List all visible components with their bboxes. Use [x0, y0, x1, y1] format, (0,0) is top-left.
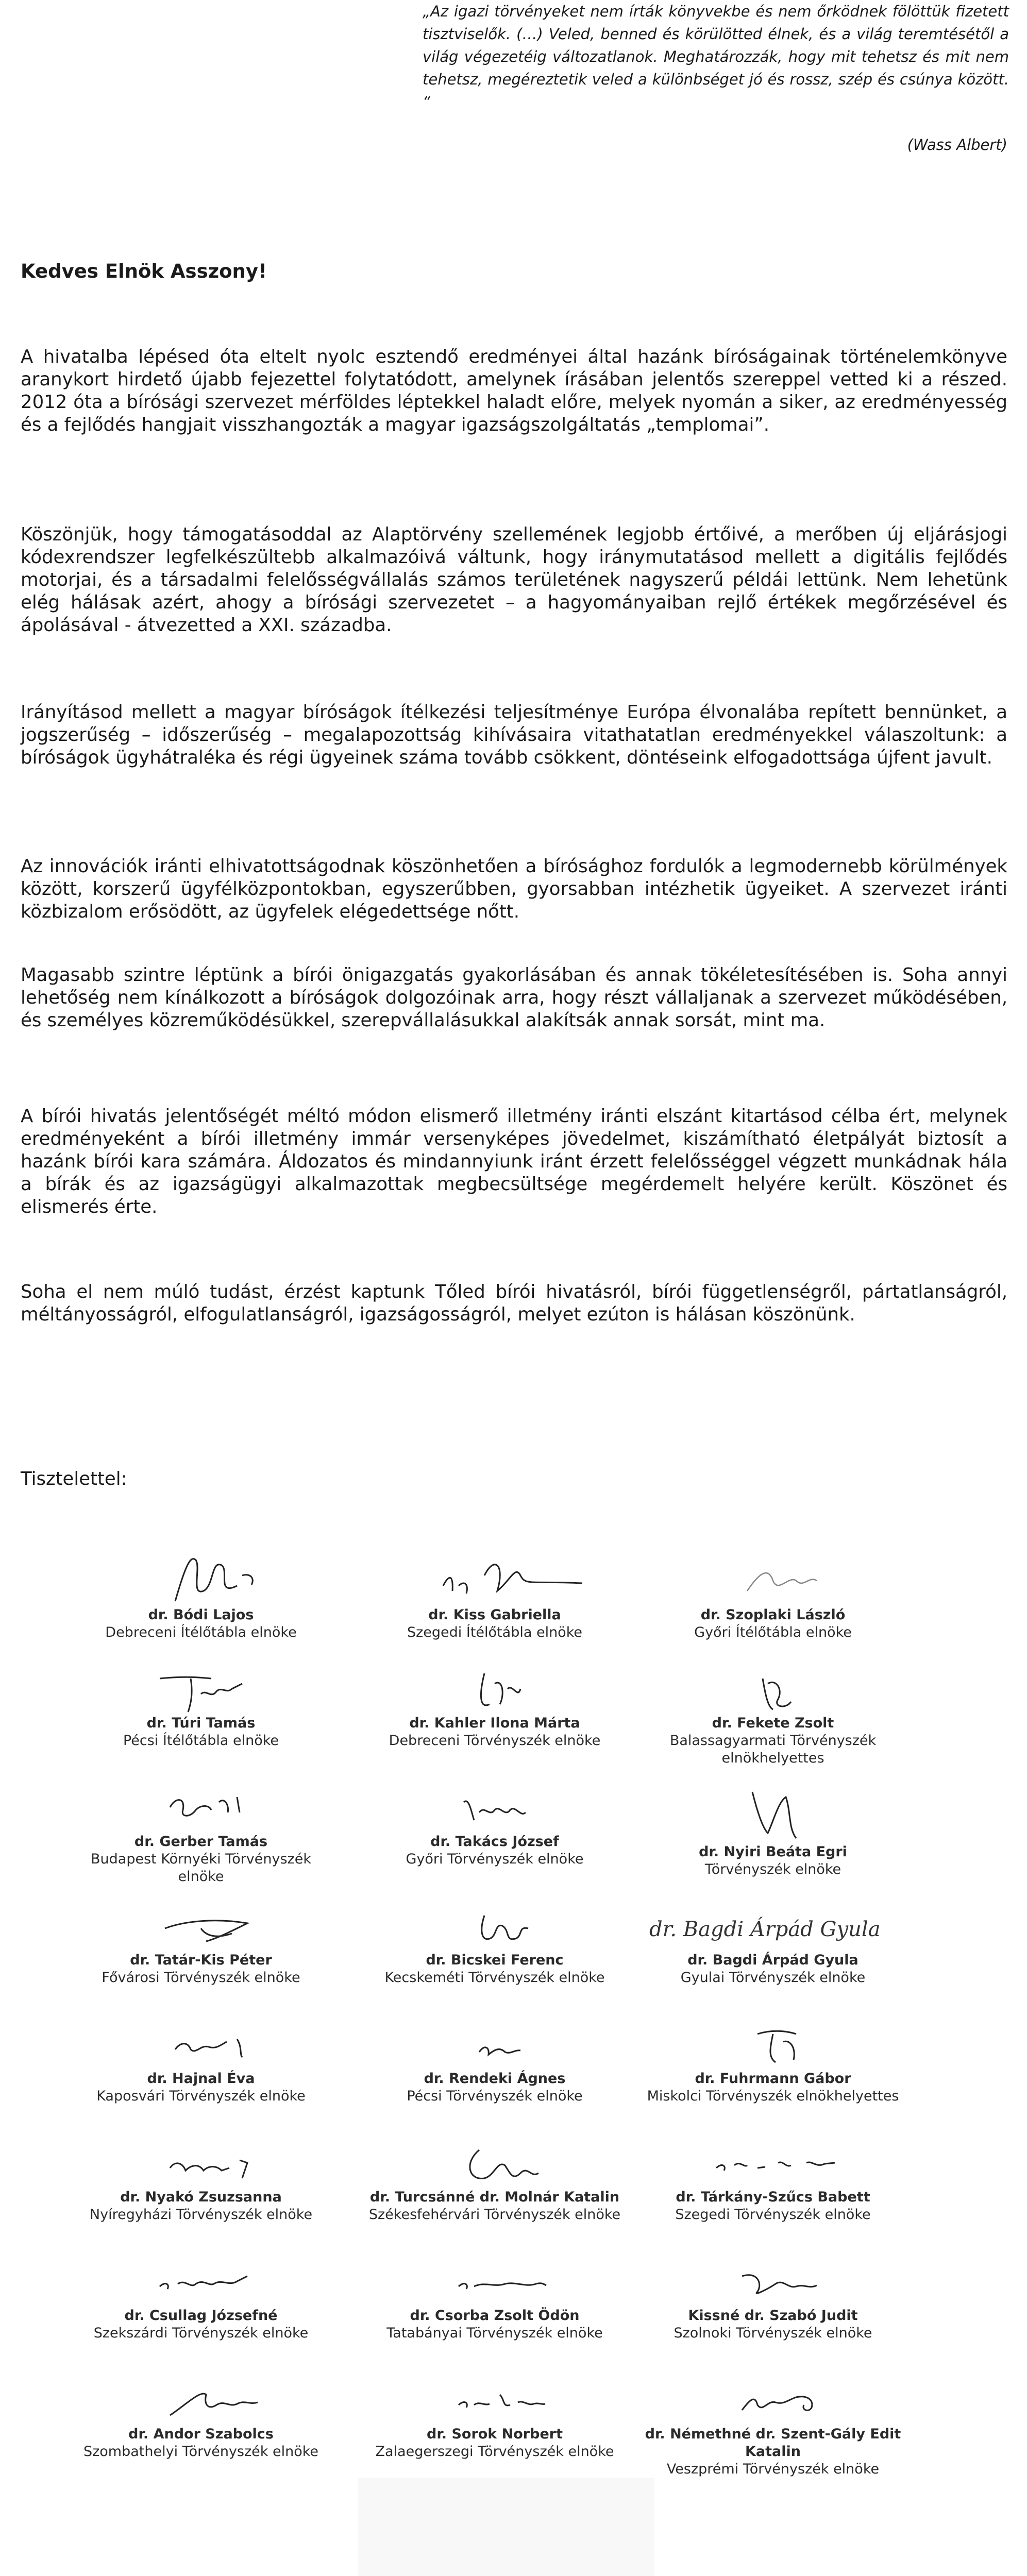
signature-block — [67, 1782, 335, 1886]
signatory-name: dr. Csullag Józsefné — [124, 2308, 278, 2324]
signatory-title: Gyulai Törvényszék elnöke — [680, 1970, 866, 1986]
paragraph-6: A bírói hivatás jelentőségét méltó módon elismerő illetmény iránti elszánt kitartásod célba ért, melynek eredményeként a bírói illetmény immár versenyképes jövedelmet, kiszámítható életpályát biztosít a hazánk bírói kara számára. Áldozatos és mindannyiunk iránt érzett felelősséggel végzett munkádnak hála a bírák és az igazságügyi alkalmazottak megbecsültsége megérdemelt helyére került. Köszönet és elismerés érte. — [21, 1106, 1007, 1217]
signatory-title: Miskolci Törvényszék elnökhelyettes — [647, 2088, 899, 2104]
signatory-title: Győri Törvényszék elnöke — [406, 1851, 584, 1867]
closing-text: Tisztelettel: — [21, 1468, 127, 1489]
handwritten-signature — [392, 1545, 598, 1606]
handwritten-signature-bagdi — [639, 1900, 907, 1952]
signatory-name: dr. Bicskei Ferenc — [426, 1952, 564, 1968]
signatory-name: dr. Csorba Zsolt Ödön — [410, 2308, 580, 2324]
signatory-title: Székesfehérvári Törvényszék elnöke — [368, 2207, 621, 2223]
signature-block — [67, 2137, 335, 2224]
signature-block — [639, 2019, 907, 2105]
signatory-title: Kaposvári Törvényszék elnöke — [96, 2088, 306, 2104]
signatory-name: dr. Bódi Lajos — [148, 1607, 254, 1623]
signatory-name: dr. Turcsánné dr. Molnár Katalin — [369, 2189, 620, 2205]
handwritten-name: dr. Bagdi Árpád Gyula — [649, 1918, 881, 1941]
signatory-name: dr. Nyakó Zsuzsanna — [120, 2189, 282, 2205]
handwritten-signature — [407, 1782, 582, 1833]
handwritten-signature — [685, 1545, 861, 1606]
paragraph-1: A hivatalba lépésed óta eltelt nyolc esztendő eredményei által hazánk bíróságainak történelemkönyve aranykort hirdető újabb fejezettel folytatódott, amelynek írásában jelentős szereppel vetted ki a részed. 2012 óta a bírósági szervezet mérföldes léptekkel haladt előre, melyek nyomán a siker, az eredményesség és a fejlődés hangjait visszhangozták a magyar igazságszolgáltatás „templomai”. — [21, 346, 1007, 435]
signatory-title: Budapest Környéki Törvényszék elnöke — [91, 1851, 311, 1885]
blank-stamp-area — [358, 2478, 654, 2576]
signatory-name: dr. Fekete Zsolt — [712, 1715, 834, 1731]
signatory-title: Fővárosi Törvényszék elnöke — [102, 1970, 300, 1986]
signatory-title: Pécsi Törvényszék elnöke — [407, 2088, 583, 2104]
signatory-name: dr. Takács József — [430, 1834, 559, 1850]
motto-quote: „Az igazi törvényeket nem írták könyvekbe és nem őrködnek fölöttük fizetett tisztviselők. (…) Veled, benned és körülötted élnek, és a világ teremtésétől a világ végezetéig változatlanok. Meghatározzák, hogy mit tehetsz és mit nem tehetsz, megéreztetik veled a különbséget jó és rossz, szép és csúnya között. “ — [423, 3, 1009, 111]
handwritten-signature — [113, 1545, 289, 1606]
paragraph-3: Irányításod mellett a magyar bíróságok ítélkezési teljesítménye Európa élvonalába repített bennünket, a jogszerűség – időszerűség – megalapozottság kihívásaira vitathatatlan eredményekkel válaszoltunk: a bíróságok ügyhátraléka és régi ügyeinek száma tovább csökkent, döntéseink elfogadottsága újfent javult. — [21, 702, 1007, 768]
signature-block — [361, 1782, 629, 1868]
signature-block — [639, 2256, 907, 2342]
signatory-name: dr. Kiss Gabriella — [428, 1607, 561, 1623]
signatory-title: Szolnoki Törvényszék elnöke — [674, 2325, 872, 2341]
signatory-title: Veszprémi Törvényszék elnöke — [666, 2461, 880, 2477]
signature-block — [67, 2019, 335, 2105]
signatory-title: Pécsi Ítélőtábla elnöke — [123, 1733, 279, 1749]
handwritten-signature — [113, 1782, 289, 1833]
signatory-title: Nyíregyházi Törvényszék elnöke — [89, 2207, 313, 2223]
signatory-title: Tatabányai Törvényszék elnöke — [386, 2325, 603, 2341]
signatory-name: dr. Fuhrmann Gábor — [695, 2071, 851, 2087]
signatory-name: dr. Andor Szabolcs — [128, 2426, 274, 2442]
signature-block — [639, 2137, 907, 2224]
signatory-name: Kissné dr. Szabó Judit — [688, 2308, 858, 2324]
signature-block — [639, 1663, 907, 1767]
handwritten-signature — [113, 2019, 289, 2070]
signatory-name: dr. Bagdi Árpád Gyula — [687, 1952, 858, 1968]
signatory-title: Szombathelyi Törvényszék elnöke — [83, 2444, 319, 2460]
signatory-name: dr. Szoplaki László — [700, 1607, 846, 1623]
signatory-title: Szegedi Törvényszék elnöke — [675, 2207, 871, 2223]
signature-block — [67, 1663, 335, 1750]
paragraph-4: Az innovációk iránti elhivatottságodnak köszönhetően a bírósághoz fordulók a legmodernebb körülmények között, korszerű ügyfélközpontokban, egyszerűbben, gyorsabban intézhetik ügyeiket. A szervezet iránti közbizalom erősödött, az ügyfelek elégedettsége nőtt. — [21, 856, 1007, 922]
handwritten-signature — [113, 2256, 289, 2307]
handwritten-signature — [670, 2137, 876, 2189]
signature-block — [361, 1663, 629, 1750]
signature-block — [361, 2374, 629, 2461]
signatory-name: dr. Némethné dr. Szent-Gály Edit Katalin — [645, 2426, 901, 2460]
handwritten-signature — [685, 2019, 861, 2070]
salutation: Kedves Elnök Asszony! — [21, 260, 267, 282]
signatory-title: Balassagyarmati Törvényszék elnökhelyettes — [669, 1733, 877, 1766]
signatory-title: Törvényszék elnöke — [704, 1861, 841, 1877]
signatory-title: Szekszárdi Törvényszék elnöke — [93, 2325, 309, 2341]
handwritten-signature — [685, 2256, 861, 2307]
handwritten-signature — [407, 1900, 582, 1952]
handwritten-signature — [685, 1663, 861, 1715]
handwritten-signature — [407, 2374, 582, 2426]
signatory-name: dr. Rendeki Ágnes — [424, 2071, 566, 2087]
signature-block — [639, 1545, 907, 1641]
signature-block — [67, 2256, 335, 2342]
signature-block — [361, 2137, 629, 2224]
signature-block — [639, 1782, 907, 1878]
signature-block — [361, 1545, 629, 1641]
signature-block — [639, 1900, 907, 1987]
signature-block — [67, 2374, 335, 2461]
signatory-title: Győri Ítélőtábla elnöke — [694, 1624, 852, 1640]
handwritten-signature — [407, 2137, 582, 2189]
signatory-title: Debreceni Törvényszék elnöke — [389, 1733, 601, 1749]
handwritten-signature — [407, 2256, 582, 2307]
handwritten-signature — [685, 2374, 861, 2426]
paragraph-5: Magasabb szintre léptünk a bírói önigazgatás gyakorlásában és annak tökéletesítésében is. Soha annyi lehetőség nem kínálkozott a bíróságok dolgozóinak arra, hogy részt vállaljanak a szervezet működésében, és személyes közreműködésükkel, szerepvállalásukkal alakítsák annak sorsát, mint ma. — [21, 964, 1007, 1031]
signatory-name: dr. Nyiri Beáta Egri — [699, 1844, 847, 1860]
signatory-title: Debreceni Ítélőtábla elnöke — [105, 1624, 297, 1640]
signatory-title: Kecskeméti Törvényszék elnöke — [384, 1970, 605, 1986]
paragraph-7: Soha el nem múló tudást, érzést kaptunk Tőled bírói hivatásról, bírói függetlenségről, pártatlanságról, méltányosságról, elfogulatlanságról, igazságosságról, melyet ezúton is hálásan köszönünk. — [21, 1281, 1007, 1325]
handwritten-signature — [685, 1782, 861, 1843]
signature-block — [639, 2374, 907, 2478]
signature-block — [361, 2019, 629, 2105]
signature-block — [67, 1900, 335, 1987]
signatory-name: dr. Sorok Norbert — [427, 2426, 563, 2442]
handwritten-signature — [407, 2019, 582, 2070]
signatory-name: dr. Túri Tamás — [146, 1715, 256, 1731]
signatory-name: dr. Tatár-Kis Péter — [130, 1952, 272, 1968]
signature-block — [67, 1545, 335, 1641]
signature-block — [361, 2256, 629, 2342]
signatory-title: Zalaegerszegi Törvényszék elnöke — [375, 2444, 614, 2460]
handwritten-signature — [113, 2137, 289, 2189]
signature-block — [361, 1900, 629, 1987]
handwritten-signature — [113, 1663, 289, 1715]
signatory-name: dr. Gerber Tamás — [134, 1834, 268, 1850]
signatory-name: dr. Tárkány-Szűcs Babett — [676, 2189, 870, 2205]
motto-author: (Wass Albert) — [907, 136, 1007, 154]
signatory-title: Szegedi Ítélőtábla elnöke — [407, 1624, 582, 1640]
handwritten-signature — [113, 1900, 289, 1952]
signatory-name: dr. Hajnal Éva — [147, 2071, 255, 2087]
paragraph-2: Köszönjük, hogy támogatásoddal az Alaptörvény szellemének legjobb értőivé, a merőben új eljárásjogi kódexrendszer legfelkészültebb alkalmazóivá váltunk, hogy iránymutatásod mellett a digitális fejlődés motorjai, és a társadalmi felelősségvállalás számos területének nagyszerű példái lettünk. Nem lehetünk elég hálásak azért, ahogy a bírósági szervezetet – a hagyományaiban rejlő értékek megőrzésével és ápolásával - átvezetted a XXI. századba. — [21, 524, 1007, 636]
handwritten-signature — [407, 1663, 582, 1715]
signatory-name: dr. Kahler Ilona Márta — [409, 1715, 580, 1731]
handwritten-signature — [113, 2374, 289, 2426]
